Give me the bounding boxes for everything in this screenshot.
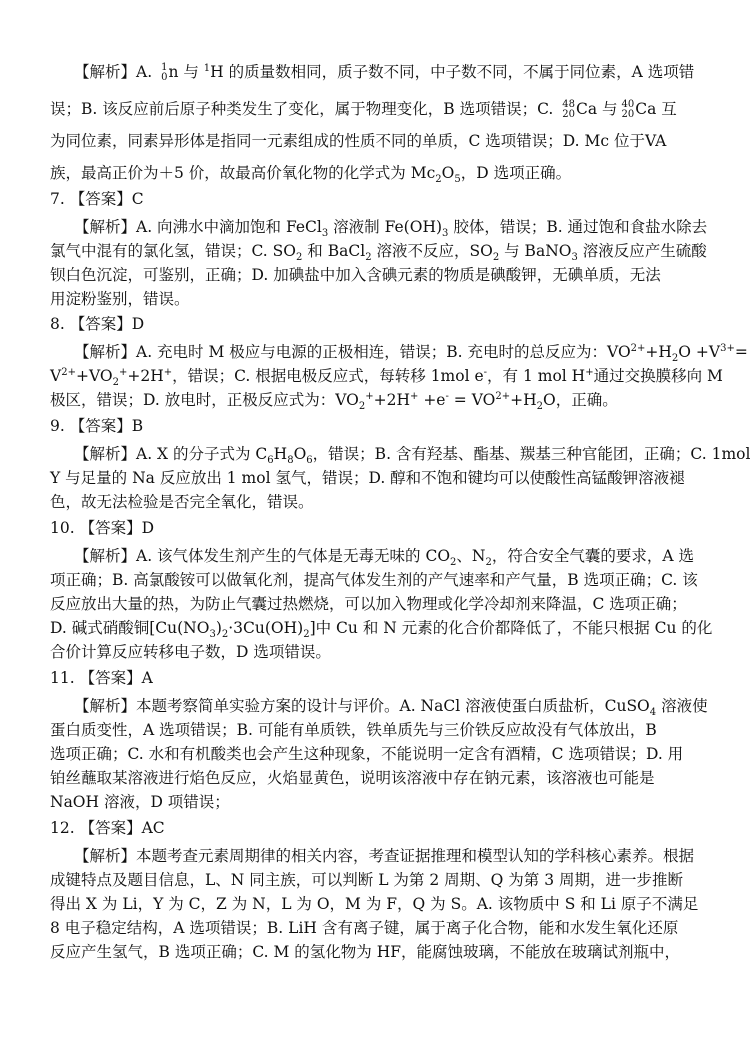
- answer-heading-q11: 11. 【答案】A: [50, 669, 153, 687]
- answer-heading-q12: 12. 【答案】AC: [50, 819, 165, 837]
- answer-heading-q10: 10. 【答案】D: [50, 519, 155, 537]
- analysis-line: NaOH 溶液，D 项错误；: [50, 793, 230, 811]
- answer-heading-q8: 8. 【答案】D: [50, 315, 145, 333]
- analysis-line: 铂丝蘸取某溶液进行焰色反应，火焰显黄色，说明该溶液中存在钠元素，该溶液也可能是: [50, 769, 655, 787]
- isotope-notation: 48 20: [562, 99, 575, 120]
- analysis-line: Y 与足量的 Na 反应放出 1 mol 氢气，错误；D. 醇和不饱和键均可以使酸性高锰酸钾溶液褪: [50, 469, 685, 487]
- analysis-line: $V^{2+}+VO_2^++2H^+$，错误；C. 根据电极反应式，每转移 1mol e-，有 1 mol H+通过交换膜移向 M: [50, 366, 723, 389]
- analysis-line: 色，故无法检验是否完全氧化，错误。: [50, 493, 314, 511]
- analysis-line: 反应放出大量的热，为防止气囊过热燃烧，可以加入物理或化学冷却剂来降温，C 选项正确；: [50, 595, 687, 613]
- analysis-line: 【解析】本题考察简单实验方案的设计与评价。A. NaCl 溶液使蛋白质盐析，CuSO$_4$ 溶液使: [74, 697, 708, 719]
- analysis-line: 为同位素，同素异形体是指同一元素组成的性质不同的单质，C 选项错误；D. Mc 位于VA: [50, 132, 667, 150]
- analysis-line: 极区，错误；D. 放电时，正极反应式为：$VO_2^++2H^+ +e^- = VO^{2+}+H_2O$，正确。: [50, 390, 618, 413]
- analysis-line: 【解析】A. 充电时 M 极应与电源的正极相连，错误；B. 充电时的总反应为：$VO^{2+}+H_2O +V^{3+}=$: [74, 342, 748, 365]
- answer-heading-q9: 9. 【答案】B: [50, 417, 144, 435]
- analysis-line: 【解析】A. 该气体发生剂产生的气体是无毒无味的 $CO_2$、$N_2$，符合安全气囊的要求，A 选: [74, 547, 694, 569]
- isotope-notation: 1 0: [161, 62, 168, 83]
- answer-heading-q7: 7. 【答案】C: [50, 190, 144, 208]
- analysis-line: 【解析】A. 向沸水中滴加饱和 FeCl$_3$ 溶液制 $Fe(OH)_3$ 胶体，错误；B. 通过饱和食盐水除去: [74, 218, 708, 240]
- analysis-line: 氯气中混有的氯化氢，错误；C. $SO_2$ 和 BaCl$_2$ 溶液不反应，$SO_2$ 与 BaNO$_3$ 溶液反应产生硫酸: [50, 242, 707, 264]
- analysis-line: 钡白色沉淀，可鉴别，正确；D. 加碘盐中加入含碘元素的物质是碘酸钾，无碘单质，无法: [50, 266, 661, 284]
- analysis-line: 蛋白质变性，A 选项错误；B. 可能有单质铁，铁单质先与三价铁反应故没有气体放出，B: [50, 721, 657, 739]
- analysis-line: 【解析】A. X 的分子式为 $C_6H_8O_6$，错误；B. 含有羟基、酯基、羰基三种官能团，正确；C. 1mol: [74, 445, 751, 467]
- analysis-line: 选项正确；C. 水和有机酸类也会产生这种现象，不能说明一定含有酒精，C 选项错误；D. 用: [50, 745, 684, 763]
- analysis-line: 【解析】本题考查元素周期律的相关内容，考查证据推理和模型认知的学科核心素养。根据: [74, 847, 695, 865]
- analysis-line: D. 碱式硝酸铜$[Cu(NO_3)_2\cdot 3Cu(OH)_2]$中 Cu 和 N 元素的化合价都降低了，不能只根据 Cu 的化: [50, 619, 713, 641]
- analysis-line: 用淀粉鉴别，错误。: [50, 290, 190, 308]
- analysis-line: 得出 X 为 Li，Y 为 C，Z 为 N，L 为 O，M 为 F，Q 为 S。A. 该物质中 S 和 Li 原子不满足: [50, 895, 699, 913]
- analysis-line: 误；B. 该反应前后原子种类发生了变化，属于物理变化，B 选项错误；C. 48 20 Ca 与 40 20 Ca 互: [50, 99, 677, 120]
- analysis-line: 项正确；B. 高氯酸铵可以做氧化剂，提高气体发生剂的产气速率和产气量，B 选项正确；C. 该: [50, 571, 698, 589]
- isotope-notation: 40 20: [621, 99, 635, 120]
- analysis-line: 8 电子稳定结构，A 选项错误；B. LiH 含有离子键，属于离子化合物，能和水发生氧化还原: [50, 919, 679, 937]
- analysis-line: 族，最高正价为＋5 价，故最高价氧化物的化学式为 $Mc_2O_5$，D 选项正确。: [50, 164, 572, 186]
- analysis-line: 成键特点及题目信息，L、N 同主族，可以判断 L 为第 2 周期、Q 为第 3 周期，进一步推断: [50, 871, 683, 889]
- analysis-line: 合价计算反应转移电子数，D 选项错误。: [50, 643, 331, 661]
- analysis-line: 反应产生氢气，B 选项正确；C. M 的氢化物为 HF，能腐蚀玻璃，不能放在玻璃试剂瓶中，: [50, 943, 680, 961]
- analysis-line: 【解析】A. 1 0 n 与 $^1$H 的质量数相同，质子数不同，中子数不同，不属于同位素，A 选项错: [74, 62, 695, 83]
